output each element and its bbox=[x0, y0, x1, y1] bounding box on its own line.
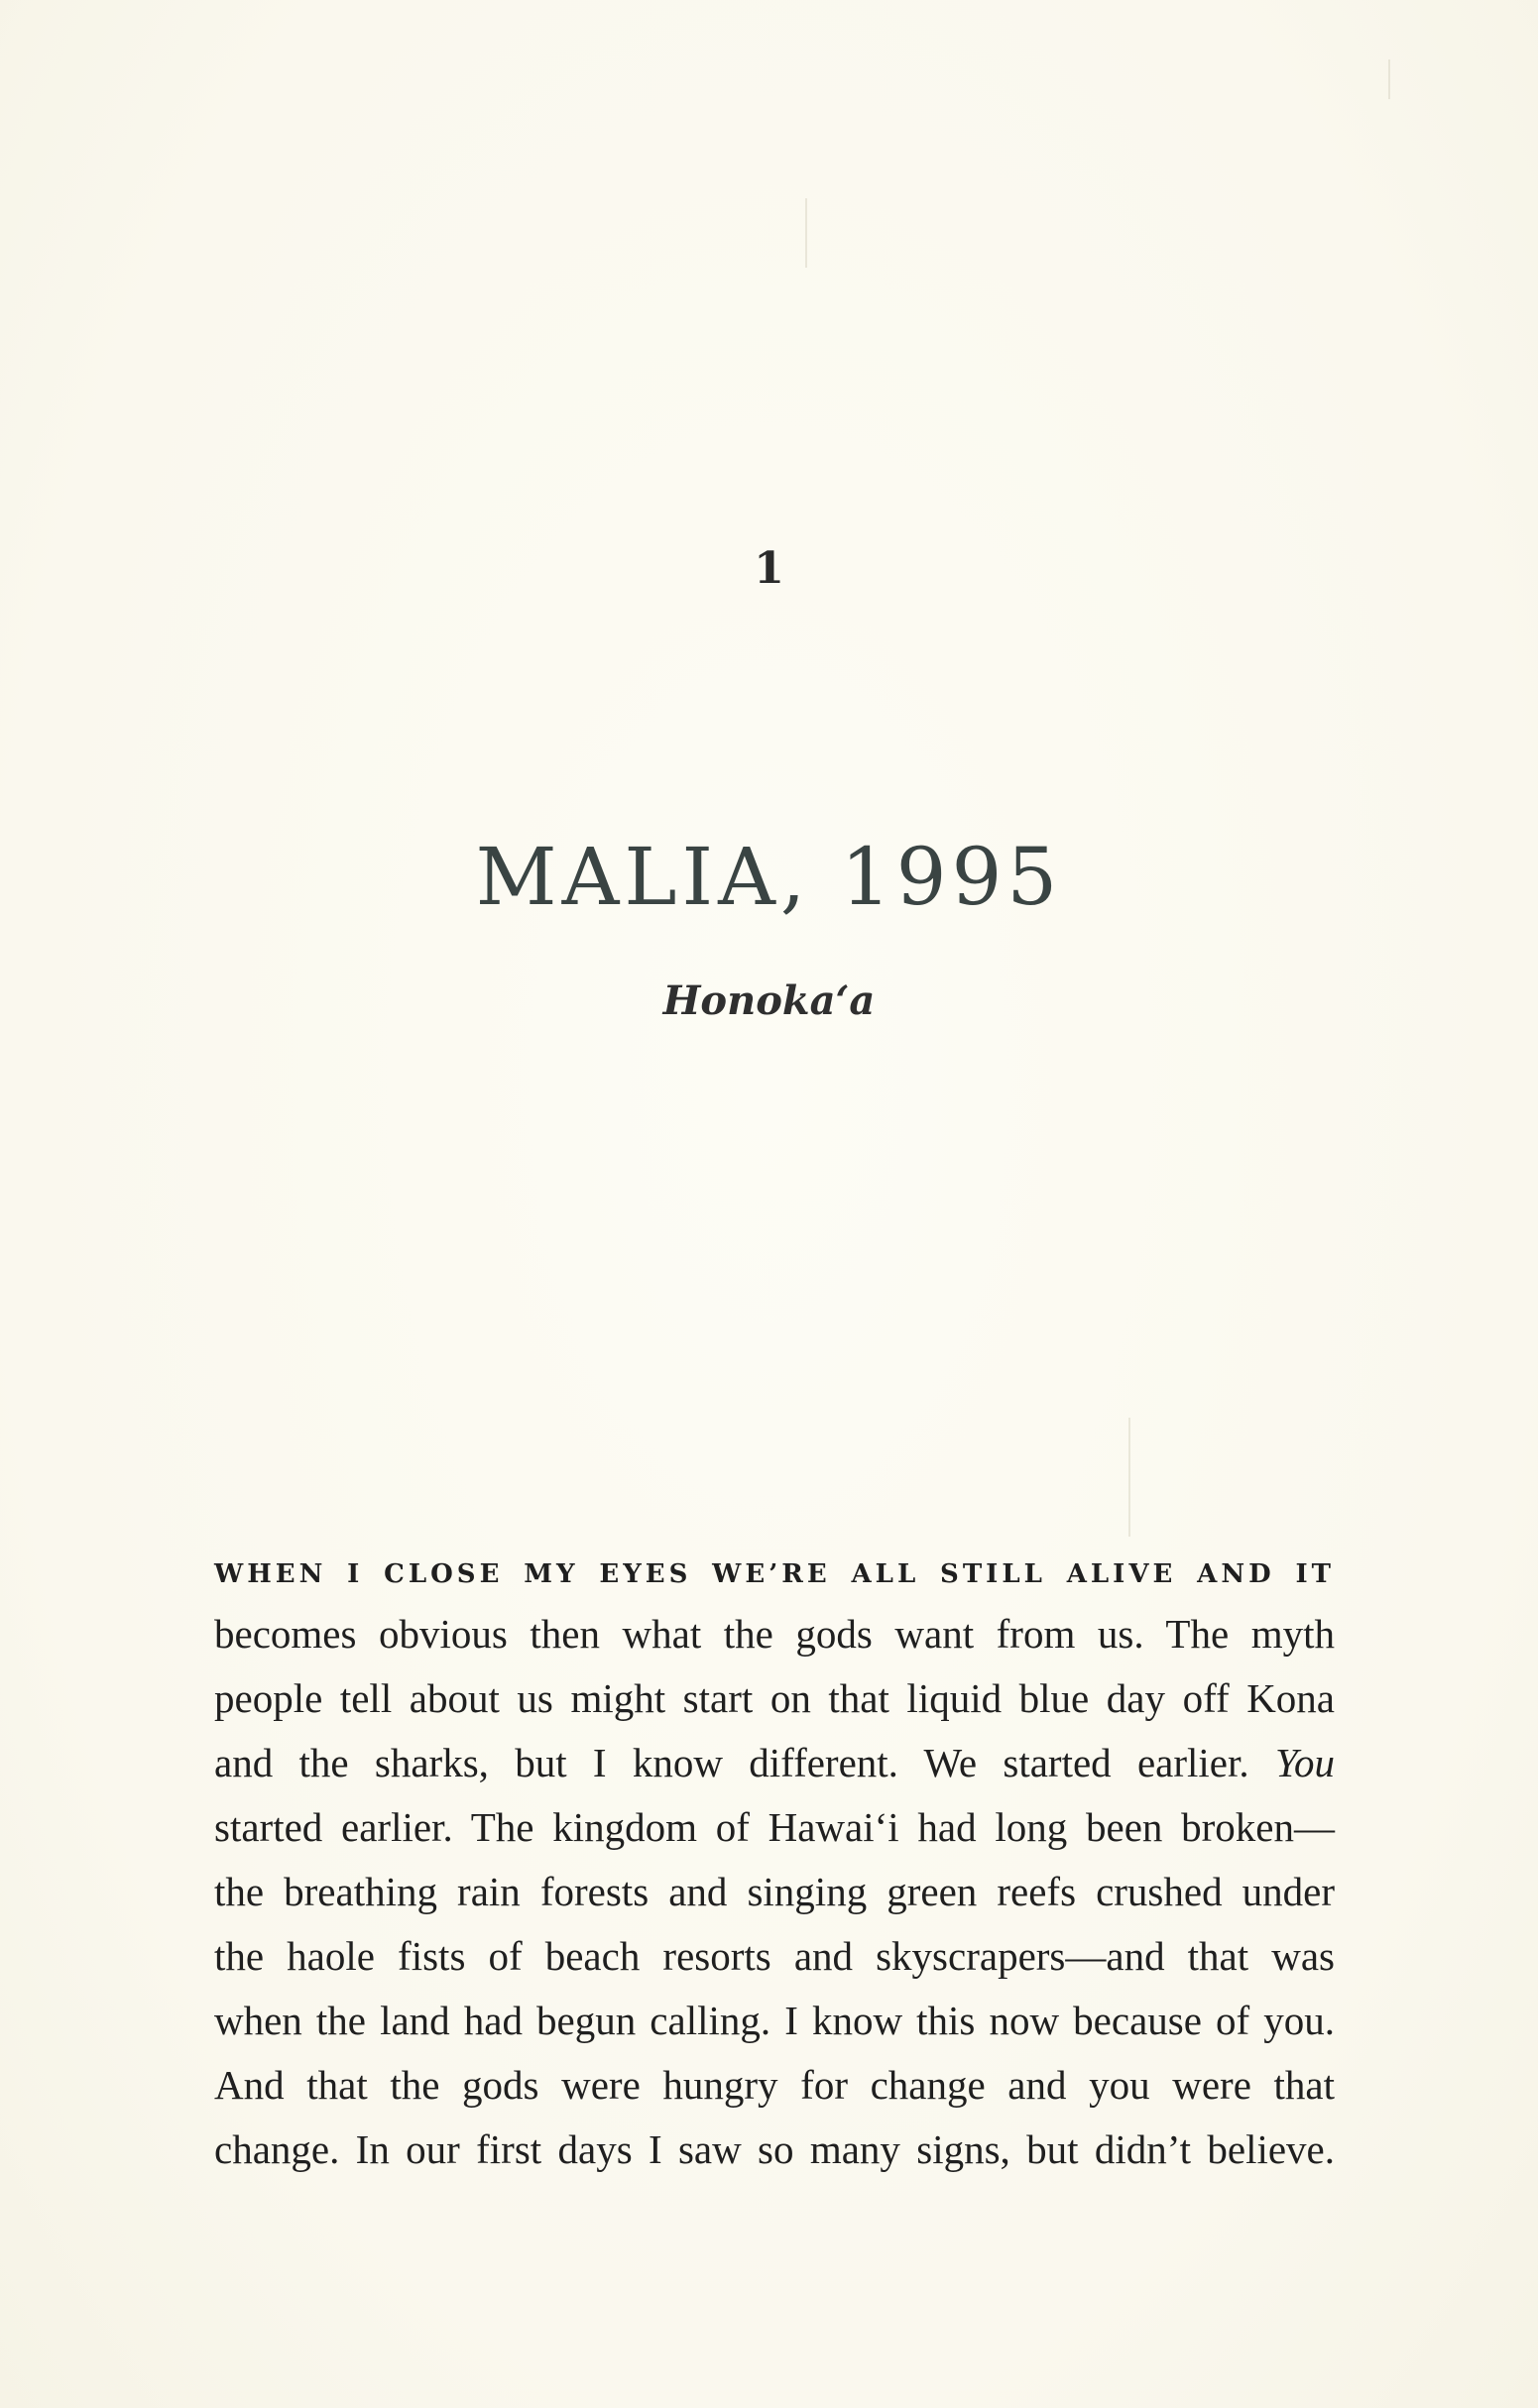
paper-speck bbox=[1128, 1418, 1130, 1537]
opening-line-small-caps: WHEN I CLOSE MY EYES WE’RE ALL STILL ALIVE AND IT bbox=[214, 1559, 1335, 1589]
chapter-subtitle: Honoka‘a bbox=[662, 977, 876, 1024]
body-line: And that the gods were hungry for change and you were that bbox=[214, 2062, 1335, 2108]
body-line: becomes obvious then what the gods want from us. The myth bbox=[214, 1611, 1335, 1657]
body-line: when the land had begun calling. I know this now because of you. bbox=[214, 1998, 1335, 2043]
body-line: the breathing rain forests and singing green reefs crushed under bbox=[214, 1869, 1335, 1914]
chapter-number: 1 bbox=[754, 543, 784, 594]
paper-speck bbox=[805, 198, 807, 268]
body-line: started earlier. The kingdom of Hawai‘i had long been broken— bbox=[214, 1804, 1335, 1850]
chapter-title: MALIA, 1995 bbox=[475, 831, 1063, 923]
emphasized-word: You bbox=[1274, 1740, 1336, 1785]
body-paragraph bbox=[214, 1547, 1335, 2182]
body-line: people tell about us might start on that liquid blue day off Kona bbox=[214, 1675, 1335, 1721]
body-line: the haole fists of beach resorts and skyscrapers—and that was bbox=[214, 1933, 1335, 1979]
body-line-text: and the sharks, but I know different. We started earlier. bbox=[214, 1740, 1249, 1785]
paper-speck bbox=[1388, 59, 1390, 99]
body-line: change. In our first days I saw so many signs, but didn’t believe. bbox=[214, 2126, 1335, 2172]
body-line-with-emphasis bbox=[214, 1731, 1335, 1795]
